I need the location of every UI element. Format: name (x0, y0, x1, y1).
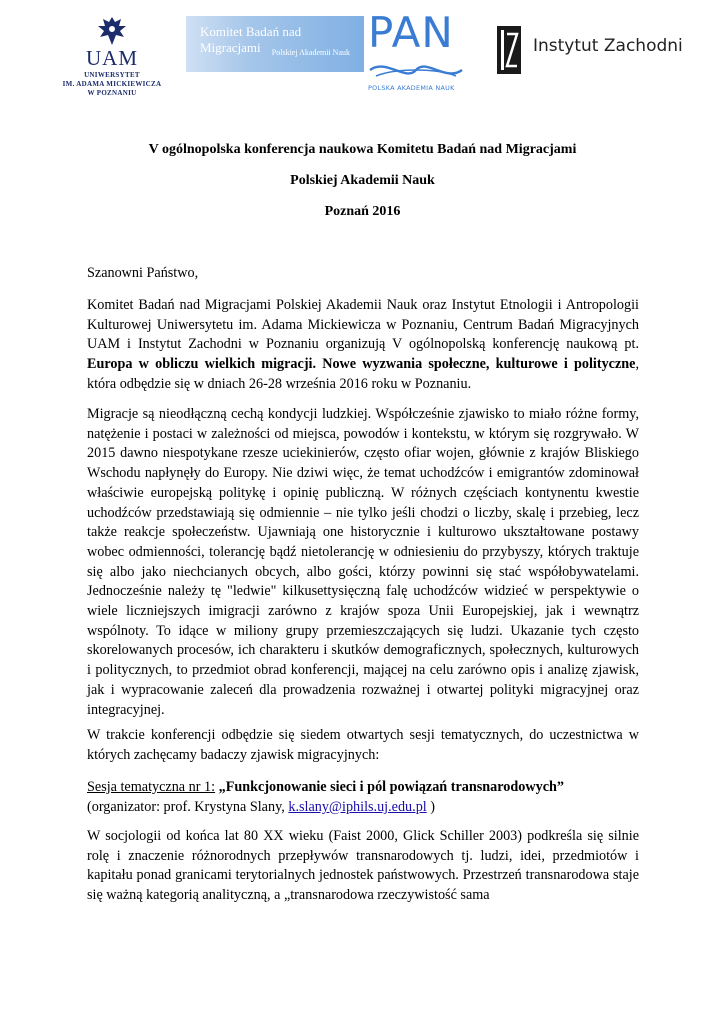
uam-logo (62, 14, 162, 98)
header-logos (0, 10, 725, 110)
intro-paragraph (87, 296, 639, 395)
pan-subtitle: POLSKA AKADEMIA NAUK (368, 84, 455, 92)
session-1-organizer: (organizator: prof. Krystyna Slany, (87, 798, 289, 815)
pan-letters: PAN (368, 8, 454, 57)
uam-name: UNIWERSYTET IM. ADAMA MICKIEWICZA W POZNANIU (62, 71, 162, 97)
session-1-label: Sesja tematyczna nr 1: (87, 779, 216, 795)
session-1-organizer-end: ) (426, 798, 436, 815)
iz-text: Instytut Zachodni (533, 36, 683, 56)
conference-title-line3: Poznań 2016 (324, 204, 401, 219)
kbm-subtitle: Polskiej Akademii Nauk (271, 48, 350, 57)
intro-dates: , która odbędzie się w dniach 26-28 września 2016 roku w Poznaniu. (87, 356, 639, 392)
uam-letters: UAM (85, 46, 138, 70)
session-1 (87, 778, 639, 817)
intro-text: Komitet Badań nad Migracjami Polskiej Akademii Nauk oraz Instytut Etnologii i Antropologii Kulturowej Uniwersytetu im. Adama Mickiewicza w Poznaniu, Centrum Badań Migracyjnych UAM i Instytut Zachodni w Poznaniu organizują V ogólnopolską konferencję naukową pt. (87, 297, 639, 353)
kbm-logo (186, 16, 364, 72)
transnational-paragraph: W socjologii od końca lat 80 XX wieku (Faist 2000, Glick Schiller 2003) podkreśla się silnie rolę i znaczenie różnorodnych przepływów transnarodowych tj. ludzi, idei, przedmiotów i kapitału ponad granicami terytorialnych jednostek państwowych. Przestrzeń transnarodowa staje się ważną kategorią analityczną, a „transnarodowa rzeczywistość sama (87, 828, 639, 904)
greeting: Szanowni Państwo, (87, 265, 199, 281)
conference-topic: Europa w obliczu wielkich migracji. Nowe wyzwania społeczne, kulturowe i polityczne (87, 356, 636, 373)
conference-title-line1: V ogólnopolska konferencja naukowa Komitetu Badań nad Migracjami (148, 142, 577, 157)
pan-logo (366, 8, 468, 100)
organizer-email-link[interactable]: k.slany@iphils.uj.edu.pl (288, 798, 427, 815)
sessions-intro-paragraph: W trakcie konferencji odbędzie się siedem otwartych sesji tematycznych, do uczestnictwa w których zachęcamy badaczy zjawisk migracyjnych: (87, 727, 639, 763)
pan-swirl-icon (366, 56, 466, 84)
conference-title-line2: Polskiej Akademii Nauk (290, 173, 435, 188)
eagle-crest-icon (95, 14, 129, 48)
iz-monogram-icon (497, 26, 521, 74)
kbm-title: Komitet Badań nad Migracjami (200, 24, 302, 55)
migration-paragraph: Migracje są nieodłączną cechą kondycji ludzkiej. Współcześnie zjawisko to miało różne formy, natężenie i postaci w zależności od miejsca, powodów i kontekstu, w którym się rozgrywało. W 2015 dawno niespotykane rzesze uciekinierów, często ofiar wojen, głównie z krajów Bliskiego Wschodu napłynęły do Europy. Nie dziwi więc, że temat uchodźców i emigrantów zdominował właściwie europejską politykę i opinię publiczną. W różnych częściach kontynentu kwestie uchodźców przedstawiają się odmiennie – nie tylko jeśli chodzi o liczby, skalę i przebieg, lecz także reakcje społeczeństw. Ujawniają one historycznie i kulturowo ukształtowane postawy wobec odmienności, tolerancję bądź nietolerancję w odniesieniu do przybyszy, których traktuje się albo jako niechcianych obcych, albo gości, którzy powinni się stać współobywatelami. Jednocześnie należy tę "ledwie" kilkusettysięczną falę uchodźców widzieć w perspektywie o wiele liczniejszych imigracji zarówno z krajów spoza Unii Europejskiej, jak i wewnątrz wspólnoty. To idące w miliony grupy przemieszczających się ludzi. Ukazanie tych często skorelowanych procesów, ich charakteru i skutków demograficznych, społecznych, kulturowych i politycznych, to przedmiot obrad konferencji, mającej na celu zarówno opis i analizę zjawisk, jak i wypracowanie zaleceń dla prowadzenia rozważnej i otwartej polityki migracyjnej oraz integracyjnej. (87, 406, 639, 718)
session-1-title: „Funkcjonowanie sieci i pól powiązań transnarodowych” (215, 779, 564, 795)
